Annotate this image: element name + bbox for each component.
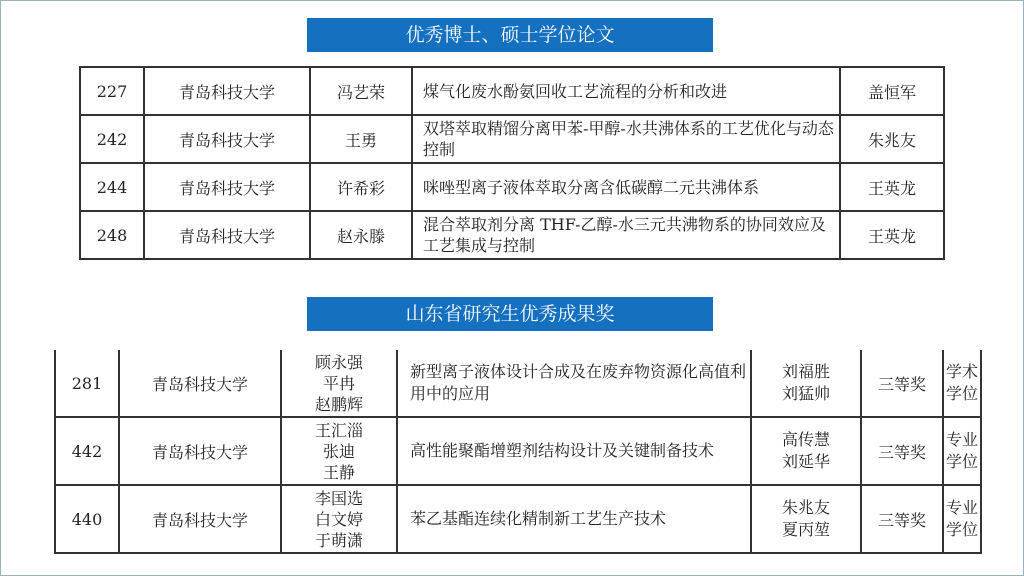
degree-type-cell: 学术 学位 <box>943 350 981 417</box>
section-banner-thesis: 优秀博士、硕士学位论文 <box>307 18 713 52</box>
project-title-cell: 高性能聚酯增塑剂结构设计及关键制备技术 <box>397 417 751 485</box>
table-row <box>55 485 981 553</box>
university-cell: 青岛科技大学 <box>144 211 310 259</box>
thesis-title-cell: 双塔萃取精馏分离甲苯-甲醇-水共沸体系的工艺优化与动态控制 <box>412 115 840 163</box>
advisor-cell: 盖恒军 <box>840 67 944 115</box>
members-cell: 顾永强 平冉 赵鹏辉 <box>281 350 397 417</box>
university-cell: 青岛科技大学 <box>119 417 281 485</box>
row-id: 244 <box>80 163 144 211</box>
degree-type-cell: 专业 学位 <box>943 485 981 553</box>
table-row <box>55 417 981 485</box>
members-cell: 王汇淄 张迪 王静 <box>281 417 397 485</box>
row-id: 442 <box>55 417 119 485</box>
university-cell: 青岛科技大学 <box>144 115 310 163</box>
members-cell: 李国选 白文婷 于萌潇 <box>281 485 397 553</box>
table-row <box>80 115 944 163</box>
thesis-title-cell: 咪唑型离子液体萃取分离含低碳醇二元共沸体系 <box>412 163 840 211</box>
author-cell: 冯艺荣 <box>310 67 412 115</box>
advisors-cell: 朱兆友 夏丙堃 <box>751 485 861 553</box>
degree-type-cell: 专业 学位 <box>943 417 981 485</box>
university-cell: 青岛科技大学 <box>119 485 281 553</box>
table-row <box>55 350 981 417</box>
advisor-cell: 王英龙 <box>840 211 944 259</box>
row-id: 227 <box>80 67 144 115</box>
university-cell: 青岛科技大学 <box>144 163 310 211</box>
table-row <box>80 163 944 211</box>
row-id: 281 <box>55 350 119 417</box>
thesis-award-table <box>79 66 945 260</box>
thesis-title-cell: 混合萃取剂分离 THF-乙醇-水三元共沸物系的协同效应及工艺集成与控制 <box>412 211 840 259</box>
author-cell: 王勇 <box>310 115 412 163</box>
award-cell: 三等奖 <box>861 350 943 417</box>
row-id: 248 <box>80 211 144 259</box>
award-cell: 三等奖 <box>861 417 943 485</box>
university-cell: 青岛科技大学 <box>144 67 310 115</box>
row-id: 440 <box>55 485 119 553</box>
table-row <box>80 67 944 115</box>
graduate-award-table <box>54 350 982 554</box>
author-cell: 许希彩 <box>310 163 412 211</box>
university-cell: 青岛科技大学 <box>119 350 281 417</box>
advisors-cell: 刘福胜 刘猛帅 <box>751 350 861 417</box>
section-banner-graduate-award: 山东省研究生优秀成果奖 <box>307 297 713 331</box>
advisor-cell: 朱兆友 <box>840 115 944 163</box>
author-cell: 赵永滕 <box>310 211 412 259</box>
project-title-cell: 苯乙基酯连续化精制新工艺生产技术 <box>397 485 751 553</box>
project-title-cell: 新型离子液体设计合成及在废弃物资源化高值利用中的应用 <box>397 350 751 417</box>
thesis-title-cell: 煤气化废水酚氨回收工艺流程的分析和改进 <box>412 67 840 115</box>
row-id: 242 <box>80 115 144 163</box>
advisors-cell: 高传慧 刘延华 <box>751 417 861 485</box>
award-cell: 三等奖 <box>861 485 943 553</box>
table-row <box>80 211 944 259</box>
advisor-cell: 王英龙 <box>840 163 944 211</box>
